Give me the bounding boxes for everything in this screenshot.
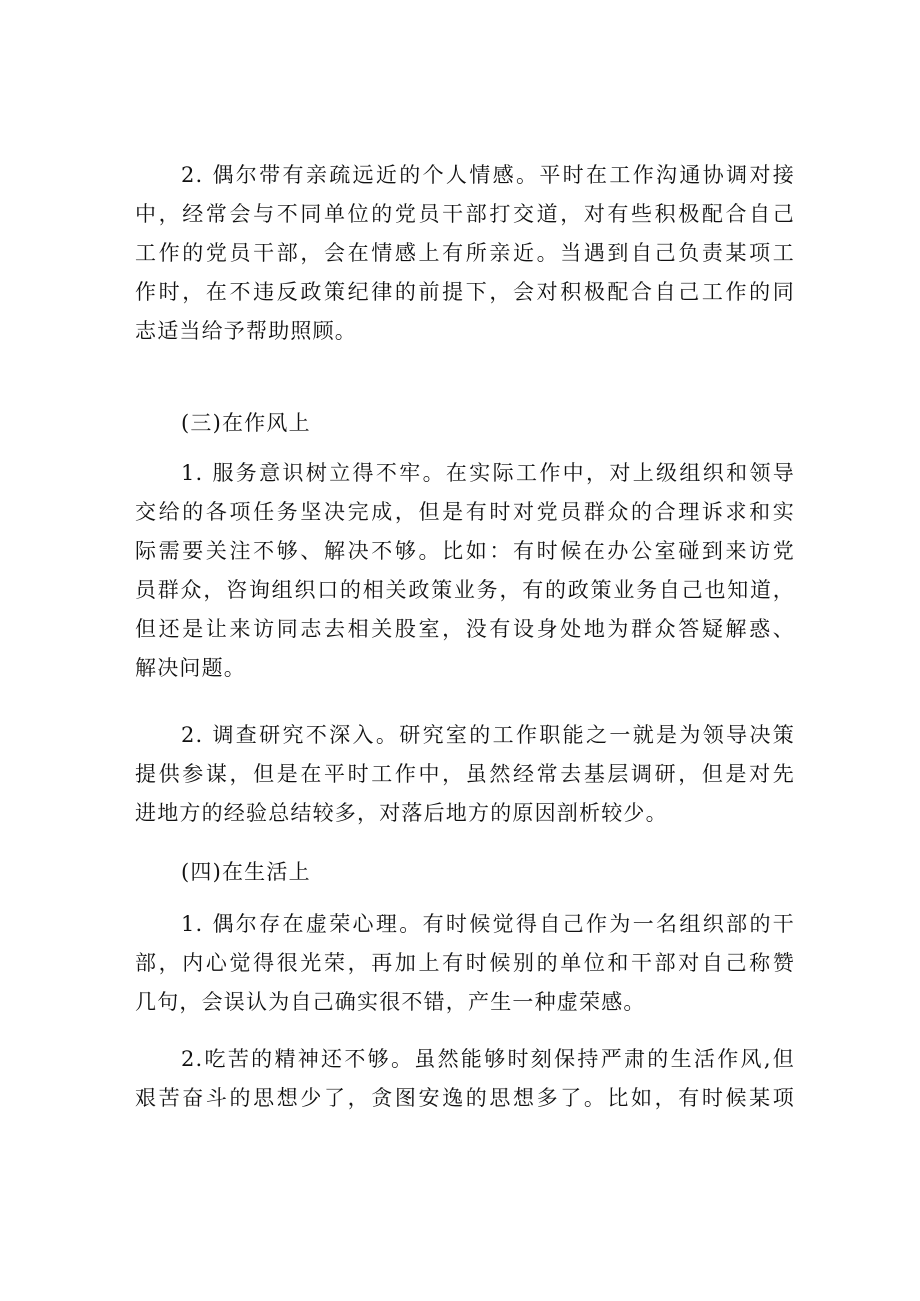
text-line: 工作的党员干部，会在情感上有所亲近。当遇到自己负责某项工 <box>135 241 795 265</box>
paragraph-research <box>135 716 795 833</box>
text-line: 进地方的经验总结较多，对落后地方的原因剖析较少。 <box>135 801 668 825</box>
text-line: 2.吃苦的精神还不够。虽然能够时刻保持严肃的生活作风,但 <box>181 1047 795 1071</box>
section-heading-daily-life: (四)在生活上 <box>181 860 311 884</box>
text-line: 作时，在不违反政策纪律的前提下，会对积极配合自己工作的同 <box>135 280 795 304</box>
text-line: 1. 偶尔存在虚荣心理。有时候觉得自己作为一名组织部的干 <box>181 912 795 936</box>
text-line: 但还是让来访同志去相关股室，没有设身处地为群众答疑解惑、 <box>135 617 795 641</box>
text-line: 际需要关注不够、解决不够。比如：有时候在办公室碰到来访党 <box>135 539 795 563</box>
text-line: 志适当给予帮助照顾。 <box>135 319 357 343</box>
text-line: 交给的各项任务坚决完成，但是有时对党员群众的合理诉求和实 <box>135 500 795 524</box>
paragraph-service-awareness <box>135 454 795 688</box>
text-line: 中，经常会与不同单位的党员干部打交道，对有些积极配合自己 <box>135 202 795 226</box>
text-line: 1. 服务意识树立得不牢。在实际工作中，对上级组织和领导 <box>181 461 795 485</box>
section-heading-work-style: (三)在作风上 <box>181 411 311 435</box>
text-line: 2. 调查研究不深入。研究室的工作职能之一就是为领导决策 <box>181 723 795 747</box>
paragraph-vanity <box>135 905 795 1022</box>
text-line: 几句，会误认为自己确实很不错，产生一种虚荣感。 <box>135 990 646 1014</box>
text-line: 解决问题。 <box>135 656 246 680</box>
text-line: 2. 偶尔带有亲疏远近的个人情感。平时在工作沟通协调对接 <box>181 163 795 187</box>
paragraph-personal-feelings <box>135 156 795 351</box>
text-line: 员群众，咨询组织口的相关政策业务，有的政策业务自己也知道， <box>135 578 795 602</box>
paragraph-hardship <box>135 1040 795 1118</box>
text-line: 艰苦奋斗的思想少了，贪图安逸的思想多了。比如，有时候某项 <box>135 1086 795 1110</box>
text-line: 提供参谋，但是在平时工作中，虽然经常去基层调研，但是对先 <box>135 762 795 786</box>
text-line: 部，内心觉得很光荣，再加上有时候别的单位和干部对自己称赞 <box>135 951 795 975</box>
